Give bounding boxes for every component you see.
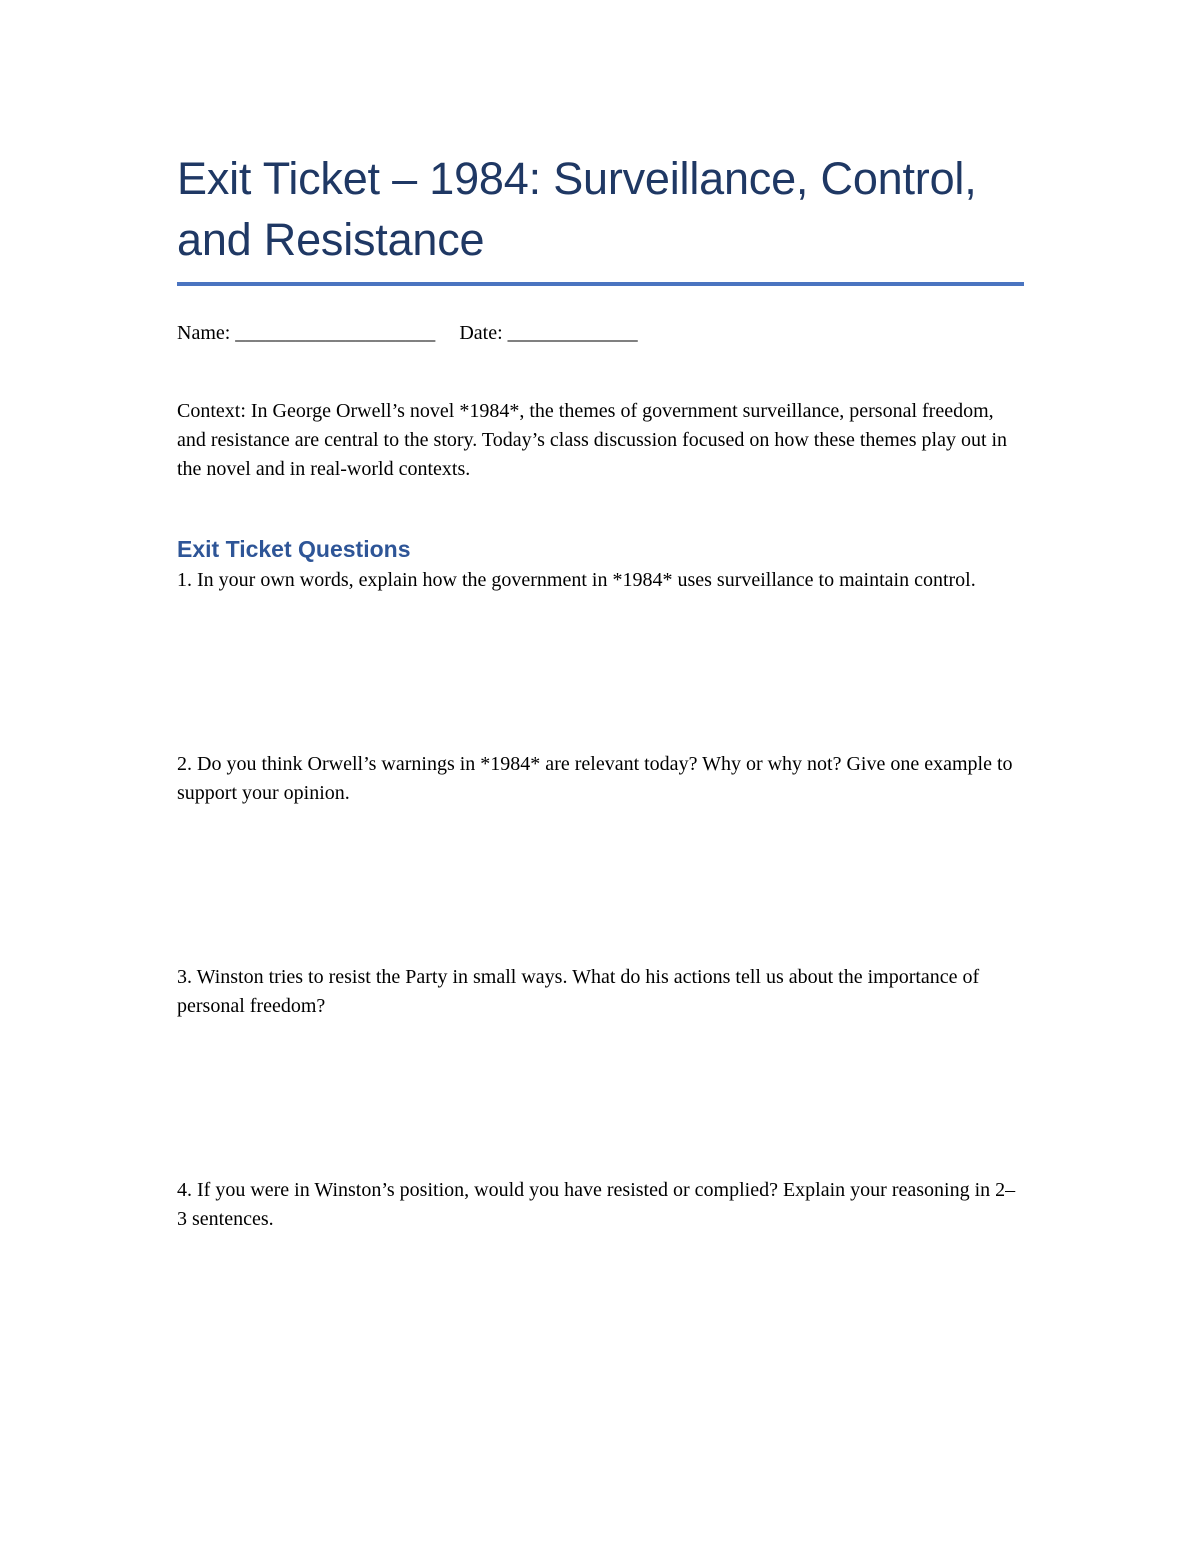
document-title: Exit Ticket – 1984: Surveillance, Control, and Resistance bbox=[177, 148, 1024, 286]
context-paragraph: Context: In George Orwell’s novel *1984*, the themes of government surveillance, personal freedom, and resistance are central to the story. Today’s class discussion focused on how these themes play out in the novel and in real-world contexts. bbox=[177, 400, 1008, 480]
question-3: 3. Winston tries to resist the Party in small ways. What do his actions tell us about the importance of personal freedom? bbox=[177, 966, 980, 1017]
question-2: 2. Do you think Orwell’s warnings in *1984* are relevant today? Why or why not? Give one example to support your opinion. bbox=[177, 753, 1013, 804]
section-heading: Exit Ticket Questions bbox=[177, 536, 411, 562]
name-field: Name: ____________________ bbox=[177, 322, 436, 344]
date-field: Date: _____________ bbox=[459, 322, 638, 344]
question-1: 1. In your own words, explain how the government in *1984* uses surveillance to maintain control. bbox=[177, 569, 976, 591]
question-4: 4. If you were in Winston’s position, would you have resisted or complied? Explain your reasoning in 2–3 sentences. bbox=[177, 1179, 1016, 1230]
document-page bbox=[177, 148, 1024, 1234]
name-date-line bbox=[177, 319, 1024, 348]
